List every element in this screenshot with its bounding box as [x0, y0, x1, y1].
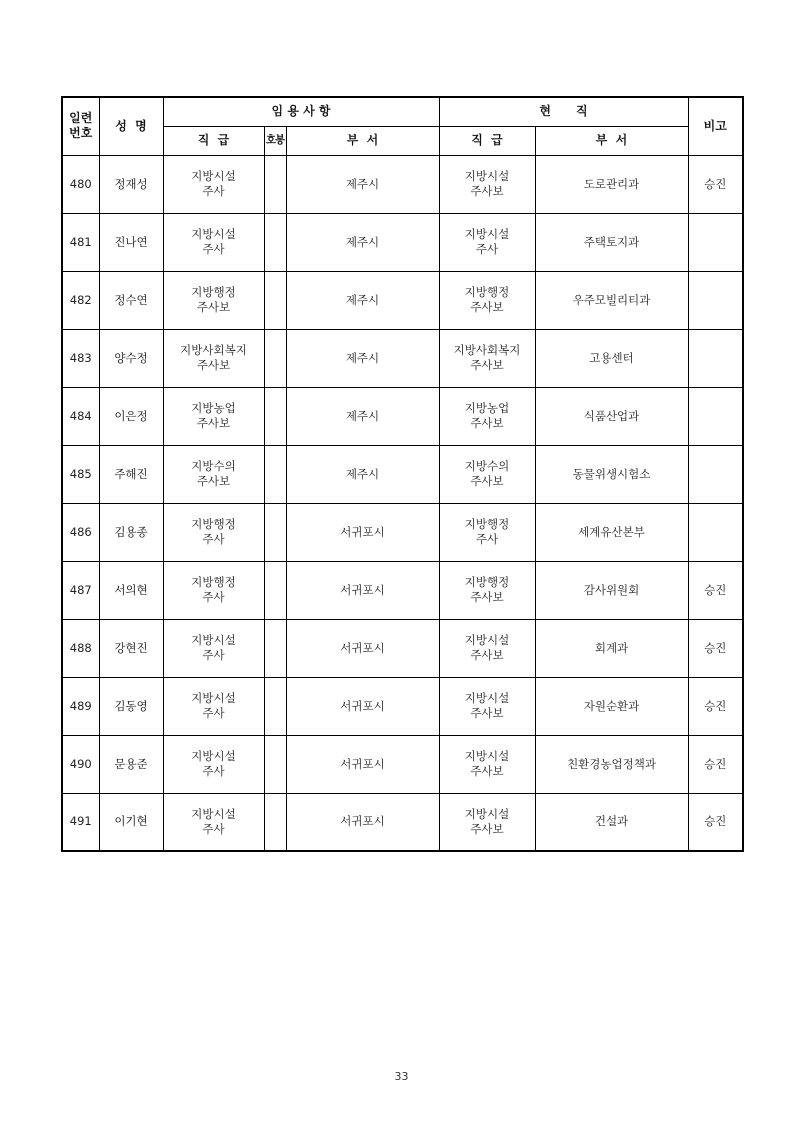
- current-department: 회계과: [535, 619, 688, 677]
- current-grade-line1: 지방시설: [464, 691, 510, 705]
- serial-number: 482: [62, 271, 99, 329]
- current-grade: [439, 503, 535, 561]
- remarks: [688, 445, 743, 503]
- remarks: [688, 329, 743, 387]
- appointment-grade-line1: 지방시설: [191, 749, 236, 763]
- appointment-step: [264, 271, 286, 329]
- current-grade-line2: 주사보: [470, 821, 504, 836]
- current-grade: [439, 619, 535, 677]
- current-grade-line2: 주사보: [470, 706, 504, 720]
- appointment-step: [264, 619, 286, 677]
- appointment-grade: [163, 271, 264, 329]
- appointment-step: [264, 155, 286, 213]
- appointment-step: [264, 677, 286, 735]
- serial-number: 491: [62, 793, 99, 851]
- table-body: [62, 155, 743, 851]
- table-row: [62, 677, 743, 735]
- table-row: [62, 271, 743, 329]
- serial-number: 485: [62, 445, 99, 503]
- appointment-step: [264, 561, 286, 619]
- current-department: 고용센터: [535, 329, 688, 387]
- current-grade-line1: 지방시설: [464, 169, 510, 183]
- appointment-step: [264, 445, 286, 503]
- person-name: 문용준: [99, 735, 163, 793]
- appointment-department: 제주시: [286, 387, 439, 445]
- header-serial-line2: 번호: [69, 126, 93, 141]
- appointment-grade-line1: 지방행정: [191, 575, 236, 589]
- appointment-grade-line2: 주사: [202, 764, 225, 778]
- serial-number: 483: [62, 329, 99, 387]
- appointment-step: [264, 735, 286, 793]
- remarks: 승진: [688, 155, 743, 213]
- appointment-grade-line2: 주사보: [196, 416, 231, 430]
- serial-number: 486: [62, 503, 99, 561]
- appointment-grade-line1: 지방수의: [191, 459, 236, 473]
- person-name: 정재성: [99, 155, 163, 213]
- current-department: 자원순환과: [535, 677, 688, 735]
- appointment-grade-line2: 주사: [202, 590, 225, 604]
- appointment-grade-line2: 주사: [202, 821, 225, 836]
- remarks: [688, 387, 743, 445]
- serial-number: 481: [62, 213, 99, 271]
- appointment-step: [264, 387, 286, 445]
- appointment-department: 제주시: [286, 155, 439, 213]
- remarks: 승진: [688, 561, 743, 619]
- appointment-grade-line1: 지방사회복지: [180, 343, 247, 357]
- person-name: 이기현: [99, 793, 163, 851]
- appointment-grade-line1: 지방시설: [191, 169, 236, 183]
- appointment-grade-line1: 지방시설: [191, 633, 236, 647]
- remarks: 승진: [688, 793, 743, 851]
- current-grade-line2: 주사보: [470, 358, 504, 372]
- current-grade: [439, 329, 535, 387]
- current-grade-line1: 지방시설: [464, 633, 510, 647]
- appointment-step: [264, 793, 286, 851]
- header-remarks: 비고: [688, 97, 743, 155]
- remarks: [688, 213, 743, 271]
- appointment-grade-line2: 주사보: [196, 474, 231, 488]
- person-name: 양수정: [99, 329, 163, 387]
- appointment-grade: [163, 213, 264, 271]
- appointment-grade-line2: 주사: [202, 184, 225, 198]
- current-grade: [439, 213, 535, 271]
- header-name: 성 명: [99, 97, 163, 155]
- appointment-grade: [163, 445, 264, 503]
- appointment-grade-line2: 주사: [202, 532, 225, 546]
- current-grade-line2: 주사: [475, 532, 499, 546]
- current-department: 도로관리과: [535, 155, 688, 213]
- current-grade-line2: 주사보: [470, 474, 504, 488]
- person-name: 김동영: [99, 677, 163, 735]
- header-current: 현 직: [439, 97, 688, 126]
- table-row: [62, 329, 743, 387]
- table-row: [62, 445, 743, 503]
- current-grade-line2: 주사보: [470, 184, 504, 198]
- appointment-department: 제주시: [286, 445, 439, 503]
- appointment-grade: [163, 735, 264, 793]
- header-current-department: 부 서: [535, 126, 688, 155]
- appointment-department: 서귀포시: [286, 503, 439, 561]
- appointment-grade-line2: 주사보: [196, 300, 231, 314]
- appointment-grade-line2: 주사: [202, 706, 225, 720]
- person-name: 주해진: [99, 445, 163, 503]
- appointment-grade: [163, 619, 264, 677]
- table-row: [62, 155, 743, 213]
- current-grade: [439, 561, 535, 619]
- current-grade-line1: 지방수의: [464, 459, 510, 473]
- current-grade-line1: 지방행정: [464, 517, 510, 531]
- current-grade-line2: 주사보: [470, 764, 504, 778]
- header-row-2: [62, 126, 743, 155]
- person-name: 이은정: [99, 387, 163, 445]
- current-grade-line2: 주사보: [470, 300, 504, 314]
- header-serial: [62, 97, 99, 155]
- current-grade-line2: 주사: [475, 242, 499, 256]
- appointment-grade-line2: 주사: [202, 648, 225, 662]
- current-grade: [439, 735, 535, 793]
- header-appointment: 임 용 사 항: [163, 97, 439, 126]
- appointment-grade-line1: 지방시설: [191, 691, 236, 705]
- appointment-grade: [163, 329, 264, 387]
- current-department: 우주모빌리티과: [535, 271, 688, 329]
- current-grade-line1: 지방시설: [464, 227, 510, 241]
- appointment-grade-line1: 지방행정: [191, 285, 236, 299]
- serial-number: 484: [62, 387, 99, 445]
- current-grade-line1: 지방시설: [464, 806, 510, 821]
- current-grade-line1: 지방행정: [464, 285, 510, 299]
- current-department: 주택토지과: [535, 213, 688, 271]
- appointment-grade-line1: 지방시설: [191, 806, 236, 821]
- current-grade: [439, 387, 535, 445]
- appointment-grade: [163, 503, 264, 561]
- table-row: [62, 619, 743, 677]
- current-grade-line2: 주사보: [470, 648, 504, 662]
- appointment-grade: [163, 561, 264, 619]
- remarks: [688, 503, 743, 561]
- appointment-department: 서귀포시: [286, 561, 439, 619]
- appointment-step: [264, 213, 286, 271]
- current-grade-line1: 지방사회복지: [453, 343, 521, 357]
- table-row: [62, 503, 743, 561]
- current-department: 친환경농업정책과: [535, 735, 688, 793]
- appointment-grade-line2: 주사: [202, 242, 225, 256]
- remarks: [688, 271, 743, 329]
- header-department: 부 서: [286, 126, 439, 155]
- appointment-grade-line1: 지방행정: [191, 517, 236, 531]
- table-row: [62, 735, 743, 793]
- table-row: [62, 213, 743, 271]
- person-name: 김용종: [99, 503, 163, 561]
- appointment-department: 서귀포시: [286, 677, 439, 735]
- current-department: 세계유산본부: [535, 503, 688, 561]
- header-serial-line1: 일련: [69, 111, 93, 126]
- appointment-step: [264, 329, 286, 387]
- current-grade-line2: 주사보: [470, 416, 504, 430]
- appointment-department: 서귀포시: [286, 793, 439, 851]
- current-department: 감사위원회: [535, 561, 688, 619]
- current-grade: [439, 793, 535, 851]
- current-department: 식품산업과: [535, 387, 688, 445]
- header-current-grade: 직 급: [439, 126, 535, 155]
- person-name: 강현진: [99, 619, 163, 677]
- appointment-department: 제주시: [286, 271, 439, 329]
- current-department: 건설과: [535, 793, 688, 851]
- appointment-step: [264, 503, 286, 561]
- remarks: 승진: [688, 619, 743, 677]
- header-row-1: [62, 97, 743, 126]
- appointment-grade: [163, 387, 264, 445]
- current-grade-line1: 지방시설: [464, 749, 510, 763]
- appointment-department: 제주시: [286, 213, 439, 271]
- table-row: [62, 561, 743, 619]
- header-step: 호봉: [264, 126, 286, 155]
- table-row: [62, 793, 743, 851]
- appointment-department: 서귀포시: [286, 619, 439, 677]
- appointment-grade-line2: 주사보: [196, 358, 231, 372]
- current-grade-line1: 지방행정: [464, 575, 510, 589]
- table-row: [62, 387, 743, 445]
- appointment-grade: [163, 677, 264, 735]
- person-name: 정수연: [99, 271, 163, 329]
- serial-number: 487: [62, 561, 99, 619]
- appointment-grade: [163, 155, 264, 213]
- appointment-department: 제주시: [286, 329, 439, 387]
- person-name: 서의현: [99, 561, 163, 619]
- current-grade: [439, 677, 535, 735]
- current-grade-line1: 지방농업: [464, 401, 510, 415]
- current-grade: [439, 155, 535, 213]
- header-grade: 직 급: [163, 126, 264, 155]
- serial-number: 488: [62, 619, 99, 677]
- current-grade-line2: 주사보: [470, 590, 504, 604]
- appointment-grade: [163, 793, 264, 851]
- current-grade: [439, 445, 535, 503]
- remarks: 승진: [688, 677, 743, 735]
- serial-number: 480: [62, 155, 99, 213]
- appointment-department: 서귀포시: [286, 735, 439, 793]
- appointment-grade-line1: 지방농업: [191, 401, 236, 415]
- remarks: 승진: [688, 735, 743, 793]
- current-department: 동물위생시험소: [535, 445, 688, 503]
- serial-number: 489: [62, 677, 99, 735]
- appointment-table: [61, 96, 744, 852]
- page-number: 33: [394, 1070, 409, 1083]
- current-grade: [439, 271, 535, 329]
- serial-number: 490: [62, 735, 99, 793]
- appointment-grade-line1: 지방시설: [191, 227, 236, 241]
- person-name: 진나연: [99, 213, 163, 271]
